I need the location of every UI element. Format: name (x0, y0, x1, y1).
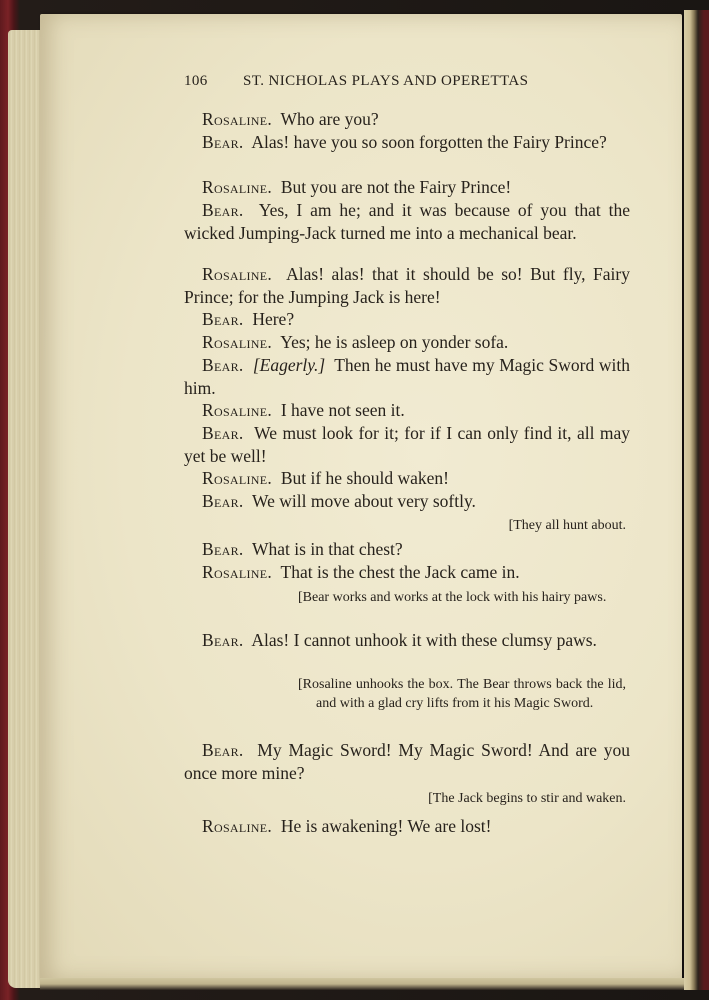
line-text: What is in that chest? (252, 539, 403, 559)
speaker-name: Rosaline. (202, 816, 273, 836)
speaker-name: Bear. (202, 200, 244, 220)
line-text: Alas! alas! that it should be so! But fly, Fairy Prince; for the Jumping Jack is here! (184, 264, 630, 307)
speaker-name: Bear. (202, 355, 244, 375)
line-text: I have not seen it. (280, 400, 405, 420)
dialogue-line (184, 561, 630, 584)
speaker-name: Bear. (202, 132, 244, 152)
dialogue-line (184, 108, 630, 131)
dialogue-line (184, 422, 630, 467)
line-text: Who are you? (280, 109, 379, 129)
line-text: We will move about very softly. (252, 491, 476, 511)
running-header (184, 73, 630, 97)
stage-direction: [Rosaline unhooks the box. The Bear throws back the lid, and with a glad cry lifts from it his Magic Sword. (298, 677, 626, 711)
dialogue-line (184, 399, 630, 422)
speaker-name: Rosaline. (202, 177, 273, 197)
speaker-name: Bear. (202, 539, 244, 559)
speaker-name: Bear. (202, 491, 244, 511)
line-text: Alas! I cannot unhook it with these clumsy paws. (251, 630, 597, 650)
speaker-name: Rosaline. (202, 109, 273, 129)
dialogue-line (184, 490, 630, 513)
line-text: That is the chest the Jack came in. (280, 562, 520, 582)
speaker-name: Rosaline. (202, 562, 273, 582)
line-text: But if he should waken! (280, 468, 449, 488)
speaker-name: Rosaline. (202, 332, 273, 352)
dialogue-line (184, 308, 630, 331)
dialogue-line (184, 199, 630, 244)
stage-direction: [They all hunt about. (508, 518, 626, 533)
line-text: We must look for it; for if I can only find it, all may yet be well! (184, 423, 630, 466)
line-text: Yes; he is asleep on yonder sofa. (280, 332, 509, 352)
dialogue-line (184, 263, 630, 308)
dialogue-line (184, 467, 630, 490)
speaker-name: Bear. (202, 423, 244, 443)
dialogue-line (184, 176, 630, 199)
dialogue-line (184, 815, 630, 838)
running-title: ST. NICHOLAS PLAYS AND OPERETTAS (243, 73, 529, 89)
dialogue-line (184, 354, 630, 399)
line-text: Yes, I am he; and it was because of you that the wicked Jumping-Jack turned me into a mechanical bear. (184, 200, 630, 243)
dialogue-line (184, 131, 630, 154)
speaker-name: Bear. (202, 309, 244, 329)
stage-direction: [Bear works and works at the lock with his hairy paws. (298, 590, 607, 605)
stage-aside: [Eagerly.] (252, 355, 326, 375)
line-text: He is awakening! We are lost! (280, 816, 492, 836)
speaker-name: Rosaline. (202, 400, 273, 420)
line-text: Here? (252, 309, 295, 329)
dialogue-line (184, 538, 630, 561)
page-bottom-edge (40, 978, 684, 990)
speaker-name: Rosaline. (202, 468, 273, 488)
page-right-edge (684, 10, 709, 990)
line-text: My Magic Sword! My Magic Sword! And are you once more mine? (184, 740, 631, 783)
speaker-name: Bear. (202, 740, 244, 760)
dialogue-line (184, 739, 630, 784)
line-text: Then he must have my Magic Sword with him. (184, 355, 630, 398)
line-text: But you are not the Fairy Prince! (280, 177, 512, 197)
speaker-name: Bear. (202, 630, 244, 650)
dialogue-line (184, 629, 630, 652)
stage-direction: [The Jack begins to stir and waken. (428, 791, 626, 806)
page-number: 106 (184, 73, 208, 89)
speaker-name: Rosaline. (202, 264, 273, 284)
dialogue-line (184, 331, 630, 354)
line-text: Alas! have you so soon forgotten the Fairy Prince? (251, 132, 607, 152)
